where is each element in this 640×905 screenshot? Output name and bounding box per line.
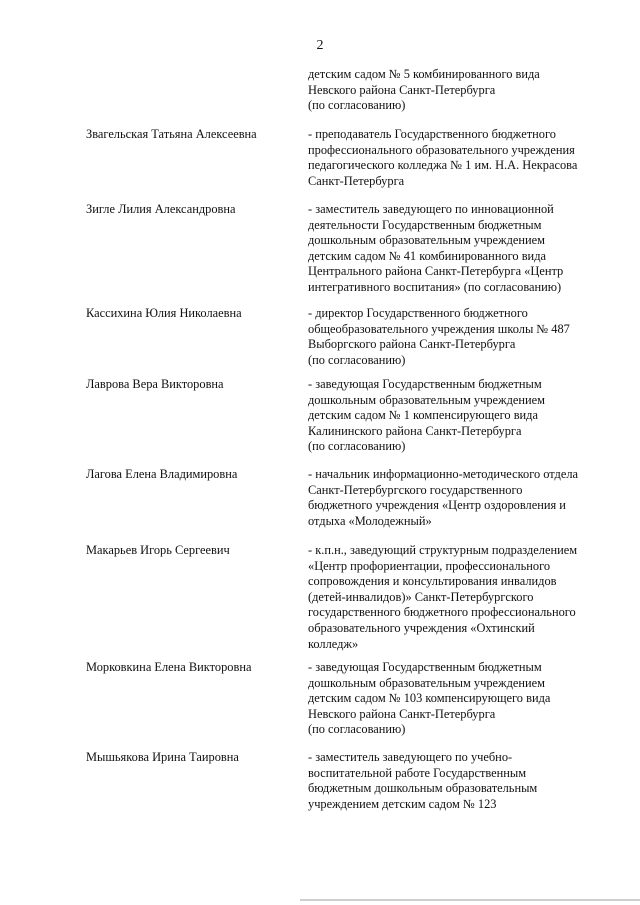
person-position: - директор Государственного бюджетного общеобразовательного учреждения школы № 487 Выборгского района Санкт-Петербурга (по согласованию) [308, 306, 570, 367]
person-name: Кассихина Юлия Николаевна [86, 306, 242, 320]
person-name: Морковкина Елена Викторовна [86, 660, 252, 674]
person-position: - заведующая Государственным бюджетным дошкольным образовательным учреждением детским садом № 1 компенсирующего вида Калининского района Санкт-Петербурга (по согласованию) [308, 377, 546, 454]
person-position: - заместитель заведующего по инновационной деятельности Государственным бюджетным дошкольным образовательным учреждением детским садом № 41 комбинированного вида Центрального района Санкт-Петербурга «Центр интегративного воспитания» (по согласованию) [308, 202, 564, 294]
person-position: - начальник информационно-методического отдела Санкт-Петербургского государственного бюджетного учреждения «Центр оздоровления и отдыха «Молодежный» [308, 467, 579, 528]
continuation-text: детским садом № 5 комбинированного вида Невского района Санкт-Петербурга (по согласованию) [308, 67, 540, 113]
person-name: Зигле Лилия Александровна [86, 202, 236, 216]
person-position: - к.п.н., заведующий структурным подразделением «Центр профориентации, профессионального сопровождения и консультирования инвалидов (детей-инвалидов)» Санкт-Петербургского государственного бюджетного профессионального образовательного учреждения «Охтинский колледж» [308, 543, 578, 651]
person-name: Макарьев Игорь Сергеевич [86, 543, 230, 557]
person-position: - заведующая Государственным бюджетным дошкольным образовательным учреждением детским садом № 103 компенсирующего вида Невского района Санкт-Петербурга (по согласованию) [308, 660, 551, 737]
person-position: - заместитель заведующего по учебно- воспитательной работе Государственным бюджетным дошкольным образовательным учреждением детским садом № 123 [308, 750, 538, 811]
person-name: Звагельская Татьяна Алексеевна [86, 127, 257, 141]
scan-edge-line [300, 899, 640, 901]
person-name: Лагова Елена Владимировна [86, 467, 238, 481]
page-number: 2 [316, 38, 324, 53]
person-name: Мышьякова Ирина Таировна [86, 750, 239, 764]
person-position: - преподаватель Государственного бюджетного профессионального образовательного учреждения педагогического колледжа № 1 им. Н.А. Некрасова Санкт-Петербурга [308, 127, 578, 188]
person-name: Лаврова Вера Викторовна [86, 377, 224, 391]
